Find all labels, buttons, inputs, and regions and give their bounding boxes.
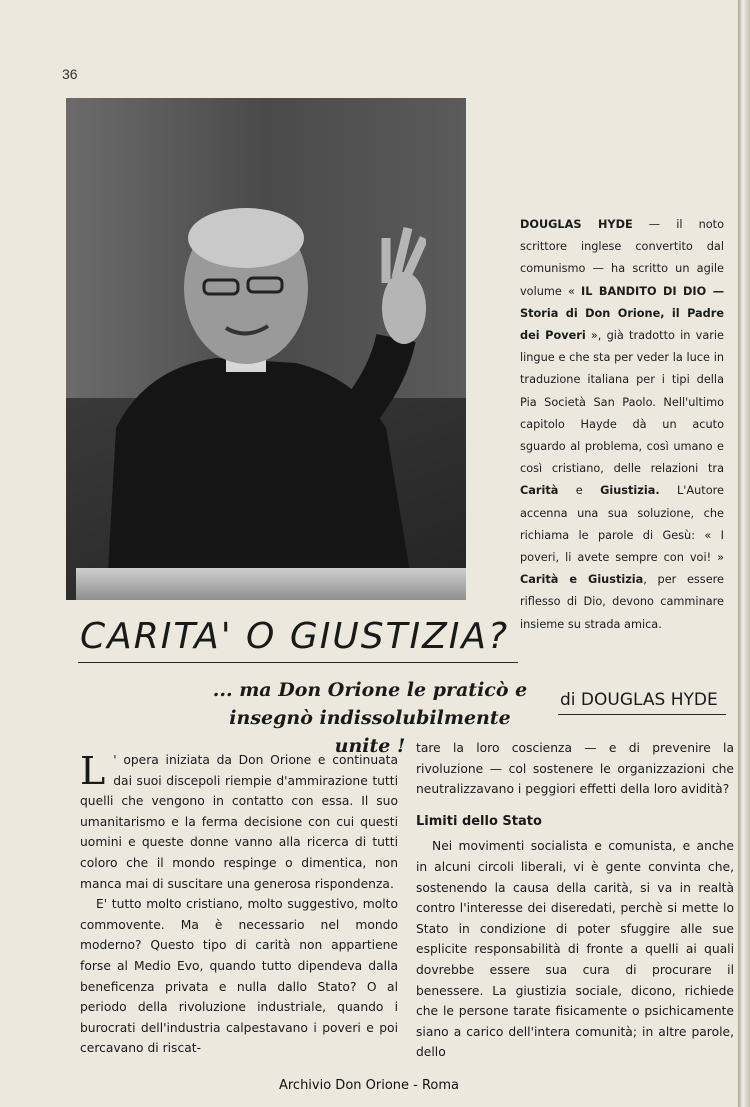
- caption-term-carita-giustizia: Carità e Giustizia: [520, 573, 644, 587]
- paragraph-intro-text: ' opera iniziata da Don Orione e continuata dai suoi discepoli riempie d'ammirazione tutti quelli che vengono in contatto con essa. Il suo umanitarismo e la ferma decisione con cui questi uomini e queste donne vanno alla ricerca di tutti coloro che il mondo respinge o dimentica, non manca mai di suscitare una generosa rispondenza.: [80, 753, 398, 891]
- title-underline: [78, 662, 518, 663]
- photo-douglas-hyde: [66, 98, 466, 600]
- page-edge: [738, 0, 750, 1107]
- body-column-right: [416, 738, 734, 1063]
- article-subtitle: ... ma Don Orione le praticò e insegnò indissolubilmente unite !: [212, 679, 528, 757]
- caption-text-3: e: [558, 484, 601, 498]
- archive-footer: Archivio Don Orione - Roma: [278, 1078, 460, 1093]
- caption-text-5: , per essere riflesso di Dio, devono camminare insieme su strada amica.: [520, 573, 724, 631]
- section-heading: Limiti dello Stato: [416, 813, 542, 829]
- paragraph-continuation: tare la loro coscienza — e di prevenire la rivoluzione — col sostenere le organizzazioni che neutralizzavano i peggiori effetti della loro avidità?: [416, 741, 734, 797]
- photo-caption: [520, 214, 724, 636]
- caption-text-2: », già tradotto in varie lingue e che sta per veder la luce in traduzione italiana per i tipi della Pia Società San Paolo. Nell'ultimo capitolo Hayde dà un acuto sguardo al problema, così umano e così cristiano, delle relazioni tra: [520, 329, 724, 476]
- caption-text-1: — il noto scrittore inglese convertito dal comunismo — ha scritto un agile volume «: [520, 218, 724, 298]
- drop-cap: L: [80, 749, 106, 793]
- lectern: [76, 568, 466, 600]
- article-title: CARITA' O GIUSTIZIA?: [80, 616, 510, 657]
- body-column-left: [80, 750, 398, 1059]
- caption-term-carita: Carità: [520, 484, 559, 498]
- paragraph-limiti: Nei movimenti socialista e comunista, e anche in alcuni circoli liberali, vi è gente convinta che, sostenendo la causa della carità, si va in realtà contro l'interesse dei diseredati, perchè si mette lo Stato in condizione di poter sfuggire alle sue esplicite responsabilità di fronte a quelli ai quali dovrebbe essere sua cura di procurare il benessere. La giustizia sociale, dicono, richiede che le persone tarate fisicamente o psichicamente siano a carico dell'intera comunità; in altre parole, dello: [416, 839, 734, 1060]
- article-byline: di DOUGLAS HYDE: [560, 690, 718, 710]
- caption-text-4: L'Autore accenna una sua soluzione, che richiama le parole di Gesù: « I poveri, li avete sempre con voi! »: [520, 484, 724, 565]
- caption-term-giustizia: Giustizia.: [600, 484, 660, 498]
- byline-underline: [558, 714, 726, 715]
- paragraph-intro: [80, 750, 398, 894]
- caption-author: DOUGLAS HYDE: [520, 218, 633, 231]
- caption-book-title: IL BANDITO DI DIO — Storia di Don Orione, il Padre dei Poveri: [520, 284, 724, 343]
- paragraph-second: E' tutto molto cristiano, molto suggestivo, molto commovente. Ma è necessario nel mondo moderno? Questo tipo di carità non appartiene forse al Medio Evo, quando tutto dipendeva dalla beneficenza privata e nulla dallo Stato? O al periodo della rivoluzione industriale, quando i burocrati dell'industria calpestavano i poveri e poi cercavano di riscat-: [80, 897, 398, 1056]
- speaker-figure-illustration: [86, 168, 426, 600]
- page-number: 36: [62, 66, 78, 82]
